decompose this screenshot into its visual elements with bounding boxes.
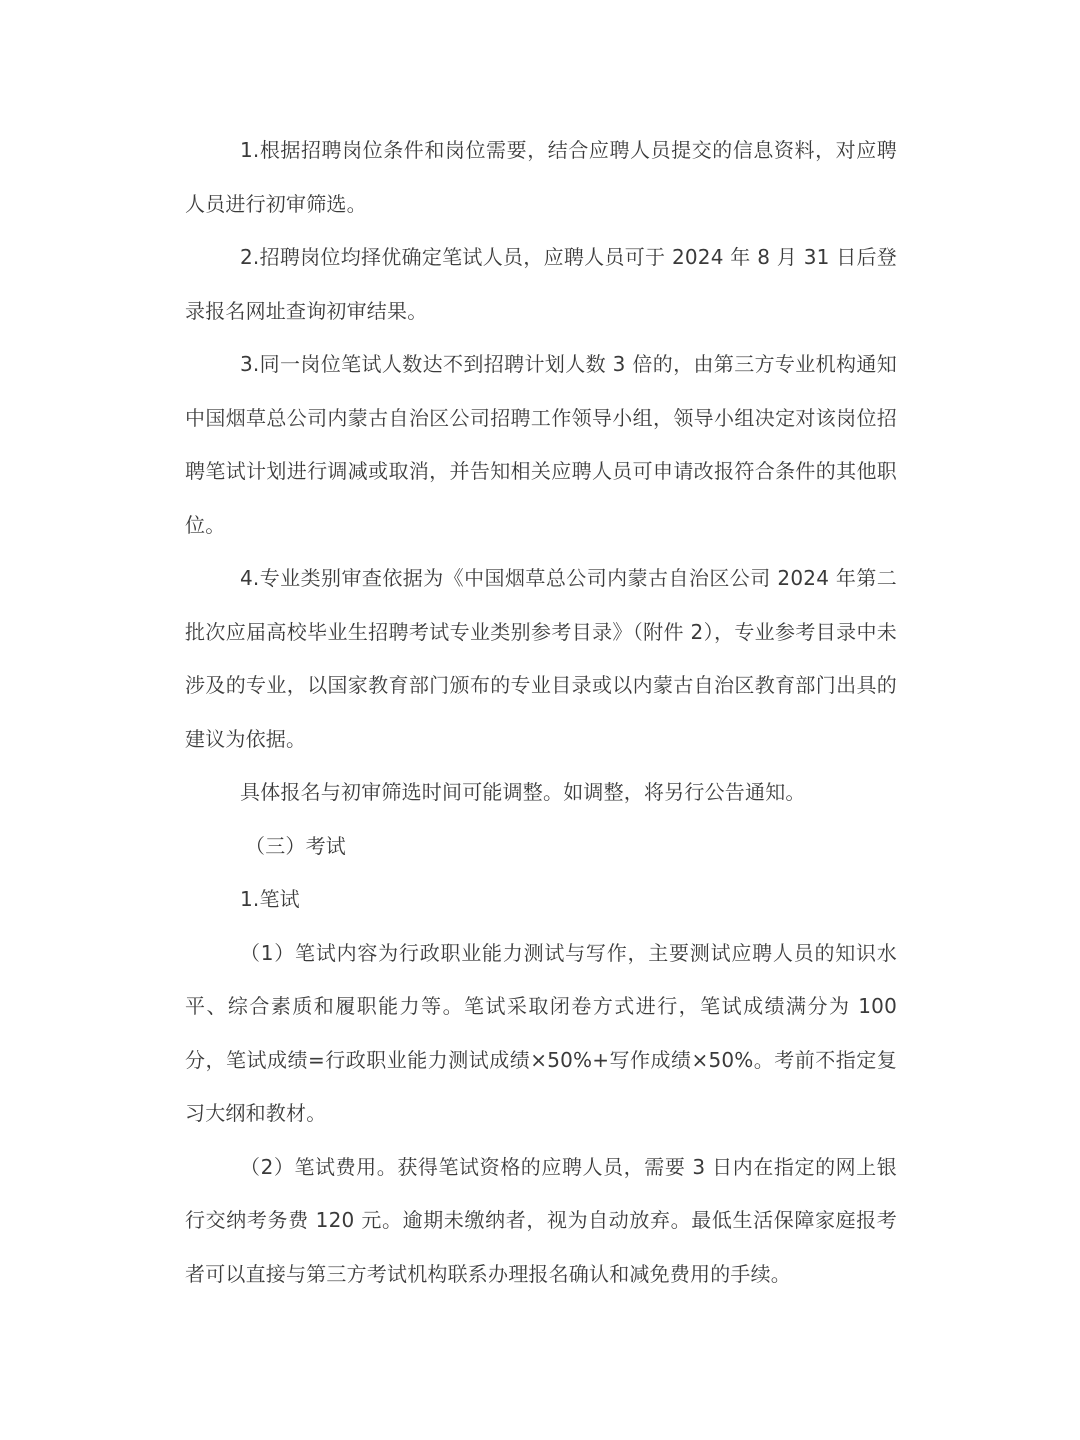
paragraph-schedule-notice: 具体报名与初审筛选时间可能调整。如调整，将另行公告通知。: [240, 780, 806, 804]
paragraph-test-content: （1）笔试内容为行政职业能力测试与写作，主要测试应聘人员的知识水平、综合素质和履职能力等。笔试采取闭卷方式进行，笔试成绩满分为 100 分，笔试成绩=行政职业能力测试成绩×50%+写作成绩×50%。考前不指定复习大纲和教材。: [185, 940, 897, 1125]
paragraph-ratio-requirement: 3.同一岗位笔试人数达不到招聘计划人数 3 倍的，由第三方专业机构通知中国烟草总公司内蒙古自治区公司招聘工作领导小组，领导小组决定对该岗位招聘笔试计划进行调减或取消，并告知相关应聘人员可申请改报符合条件的其他职位。: [185, 352, 897, 537]
paragraph-major-review: 4.专业类别审查依据为《中国烟草总公司内蒙古自治区公司 2024 年第二批次应届高校毕业生招聘考试专业类别参考目录》（附件 2），专业参考目录中未涉及的专业，以国家教育部门颁布的专业目录或以内蒙古自治区教育部门出具的建议为依据。: [185, 566, 897, 751]
paragraph-test-fee: （2）笔试费用。获得笔试资格的应聘人员，需要 3 日内在指定的网上银行交纳考务费 120 元。逾期未缴纳者，视为自动放弃。最低生活保障家庭报考者可以直接与第三方考试机构联系办理报名确认和减免费用的手续。: [185, 1154, 897, 1286]
section-heading-exam: （三）考试: [245, 833, 346, 858]
paragraph-initial-screening: 1.根据招聘岗位条件和岗位需要，结合应聘人员提交的信息资料，对应聘人员进行初审筛选。: [185, 138, 897, 216]
subsection-heading-written-test: 1.笔试: [240, 887, 300, 911]
document-body: [185, 124, 897, 1301]
paragraph-written-test-selection: 2.招聘岗位均择优确定笔试人员，应聘人员可于 2024 年 8 月 31 日后登录报名网址查询初审结果。: [185, 245, 897, 323]
